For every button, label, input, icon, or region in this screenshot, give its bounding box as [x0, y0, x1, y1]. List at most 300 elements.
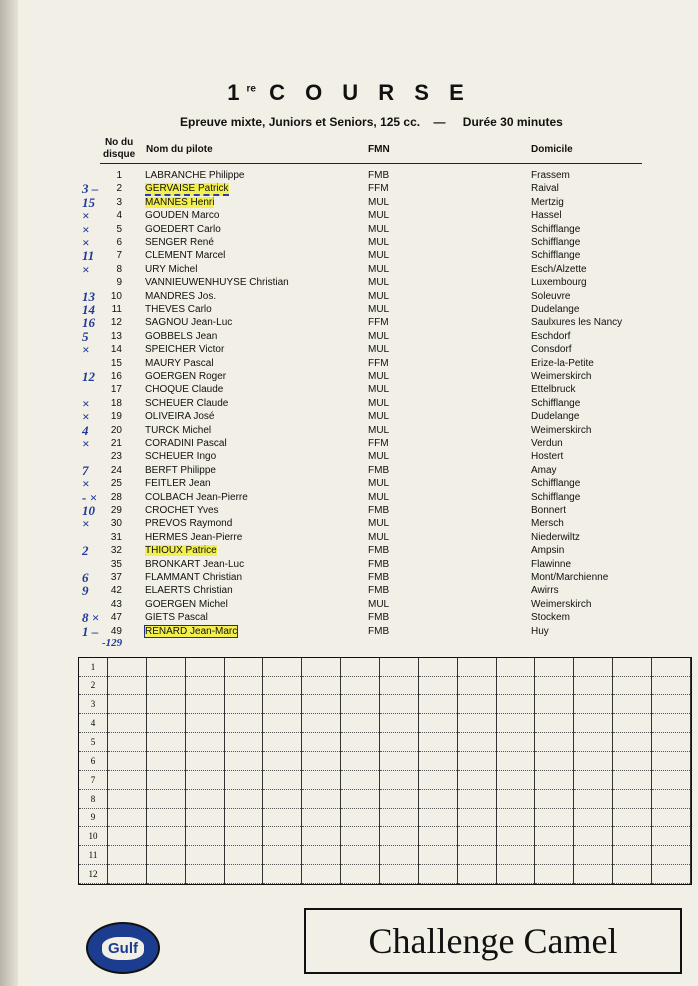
rider-fmn: MUL: [368, 478, 390, 490]
grid-cell: [418, 846, 457, 865]
rider-domicile: Verdun: [531, 438, 563, 449]
grid-cell: [302, 865, 341, 884]
grid-cell: [146, 733, 185, 752]
grid-cell: [185, 695, 224, 714]
rider-name: SCHEUER Ingo: [145, 451, 217, 463]
rider-number: 16: [110, 371, 122, 382]
rider-domicile: Weimerskirch: [531, 424, 592, 436]
rider-fmn: FMB: [368, 625, 390, 637]
rider-row: [0, 462, 698, 478]
rider-row: [0, 237, 698, 250]
rider-fmn: MUL: [368, 518, 390, 530]
rider-fmn: MUL: [368, 598, 390, 610]
grid-cell: [224, 789, 263, 808]
rider-fmn: FFM: [368, 357, 389, 369]
grid-cell: [418, 808, 457, 827]
rider-domicile: Soleuvre: [531, 290, 571, 302]
grid-cell: [535, 789, 574, 808]
grid-cell: [418, 865, 457, 884]
grid-cell: [302, 789, 341, 808]
grid-cell: [146, 827, 185, 846]
grid-cell: [224, 808, 263, 827]
rider-name: URY Michel: [145, 263, 198, 275]
challenge-text: Challenge Camel: [368, 921, 618, 961]
grid-cell: [418, 658, 457, 676]
rider-name: GOERGEN Michel: [145, 598, 228, 610]
grid-row: [79, 865, 691, 884]
grid-cell: [108, 733, 147, 752]
rider-name: COLBACH Jean-Pierre: [145, 491, 248, 503]
grid-cell: [574, 770, 613, 789]
grid-cell: [108, 676, 147, 695]
grid-cell: [108, 770, 147, 789]
handwritten-mark: ×: [82, 221, 90, 237]
rider-row: [0, 384, 698, 397]
rider-domicile: Eschdorf: [531, 330, 571, 342]
rider-fmn: MUL: [368, 210, 390, 222]
rider-fmn: MUL: [368, 411, 390, 423]
rider-domicile: Hassel: [531, 210, 562, 222]
grid-cell: [108, 751, 147, 770]
grid-cell: [574, 733, 613, 752]
grid-cell: [185, 658, 224, 676]
grid-cell: [535, 751, 574, 770]
rider-domicile: Dudelange: [531, 411, 580, 423]
rider-number: 10: [110, 290, 122, 302]
rider-name: CHOQUE Claude: [145, 384, 224, 396]
grid-cell: [302, 733, 341, 752]
grid-row: [79, 658, 691, 676]
rider-fmn: MUL: [368, 531, 390, 543]
rider-row: [0, 170, 698, 183]
grid-cell: [108, 658, 147, 676]
rider-name: CORADINI Pascal: [145, 438, 227, 449]
rider-row: [0, 478, 698, 491]
header-name: Nom du pilote: [146, 144, 213, 155]
rider-name: RENARD Jean-Marc: [145, 625, 238, 637]
grid-cell: [457, 770, 496, 789]
grid-cell: [224, 695, 263, 714]
rider-name: GOEDERT Carlo: [145, 223, 221, 235]
grid-cell: [185, 770, 224, 789]
rider-name: OLIVEIRA José: [145, 411, 215, 423]
rider-name: SCHEUER Claude: [145, 397, 229, 409]
rider-name: TURCK Michel: [145, 424, 212, 436]
rider-domicile: Esch/Alzette: [531, 263, 587, 275]
grid-cell: [613, 676, 652, 695]
rider-domicile: Amay: [531, 464, 557, 476]
grid-cell: [613, 827, 652, 846]
rider-number: 15: [110, 357, 122, 369]
grid-cell: [574, 714, 613, 733]
rider-fmn: MUL: [368, 491, 390, 503]
handwritten-mark: 7: [82, 462, 89, 478]
rider-number: 23: [110, 451, 122, 463]
grid-cell: [457, 714, 496, 733]
grid-cell: [574, 751, 613, 770]
rider-name: FEITLER Jean: [145, 478, 211, 490]
rider-name: GOUDEN Marco: [145, 210, 220, 222]
grid-cell: [418, 770, 457, 789]
rider-name: SAGNOU Jean-Luc: [145, 317, 233, 329]
grid-cell: [302, 808, 341, 827]
header-number-line2: disque: [103, 149, 136, 160]
grid-row-number: 4: [79, 714, 108, 733]
grid-cell: [146, 789, 185, 808]
rider-fmn: FMB: [368, 464, 390, 476]
grid-cell: [496, 695, 535, 714]
grid-cell: [341, 714, 380, 733]
rider-number: 14: [110, 344, 122, 356]
rider-row: [0, 261, 698, 277]
rider-name: VANNIEUWENHUYSE Christian: [145, 277, 289, 289]
rider-number: 47: [110, 612, 122, 624]
grid-cell: [613, 658, 652, 676]
grid-row-number: 10: [79, 827, 108, 846]
rider-row: [0, 612, 698, 625]
grid-cell: [457, 789, 496, 808]
event-subtitle: [180, 115, 563, 129]
rider-domicile: Schifflange: [531, 491, 581, 503]
rider-name: GIETS Pascal: [145, 612, 208, 624]
rider-name: ELAERTS Christian: [145, 585, 233, 597]
grid-cell: [652, 865, 691, 884]
grid-cell: [496, 676, 535, 695]
grid-row: [79, 676, 691, 695]
rider-name: FLAMMANT Christian: [145, 572, 243, 583]
grid-cell: [302, 846, 341, 865]
grid-cell: [535, 714, 574, 733]
grid-cell: [146, 865, 185, 884]
grid-cell: [263, 770, 302, 789]
rider-fmn: MUL: [368, 277, 390, 289]
rider-number: 32: [110, 545, 122, 557]
grid-cell: [185, 676, 224, 695]
rider-domicile: Luxembourg: [531, 277, 587, 289]
grid-cell: [535, 770, 574, 789]
grid-cell: [108, 714, 147, 733]
grid-cell: [496, 751, 535, 770]
rider-row: [0, 545, 698, 558]
rider-domicile: Mertzig: [531, 196, 564, 208]
rider-domicile: Niederwiltz: [531, 531, 580, 543]
grid-cell: [535, 827, 574, 846]
handwritten-mark: ×: [82, 395, 90, 411]
rider-number: 43: [110, 598, 122, 610]
grid-cell: [263, 789, 302, 808]
rider-fmn: MUL: [368, 344, 390, 356]
rider-number: 3: [116, 196, 122, 208]
rider-domicile: Huy: [531, 625, 549, 637]
rider-domicile: Schifflange: [531, 478, 581, 490]
grid-cell: [457, 827, 496, 846]
grid-cell: [263, 751, 302, 770]
grid-row-number: 12: [79, 865, 108, 884]
rider-number: 11: [111, 304, 122, 315]
rider-number: 30: [110, 518, 122, 530]
rider-fmn: FMB: [368, 170, 390, 181]
rider-fmn: FFM: [368, 438, 389, 449]
rider-fmn: FMB: [368, 612, 390, 624]
grid-cell: [496, 827, 535, 846]
grid-cell: [302, 770, 341, 789]
subtitle-dash: —: [433, 115, 446, 129]
grid-cell: [302, 751, 341, 770]
grid-cell: [185, 808, 224, 827]
handwritten-mark: 11: [82, 248, 95, 264]
rider-fmn: MUL: [368, 237, 390, 248]
rider-row: [0, 438, 698, 451]
grid-cell: [535, 865, 574, 884]
grid-cell: [380, 751, 419, 770]
grid-cell: [613, 714, 652, 733]
grid-row-number: 1: [79, 658, 108, 676]
grid-cell: [108, 695, 147, 714]
rider-domicile: Mersch: [531, 518, 564, 530]
grid-cell: [574, 865, 613, 884]
grid-cell: [574, 676, 613, 695]
rider-row: [0, 210, 698, 223]
grid-cell: [574, 695, 613, 714]
rider-number: 2: [116, 183, 122, 195]
rider-name: PREVOS Raymond: [145, 518, 233, 530]
grid-cell: [263, 808, 302, 827]
grid-cell: [341, 676, 380, 695]
grid-cell: [263, 865, 302, 884]
handwritten-mark: 12: [82, 369, 95, 384]
handwritten-mark: ×: [82, 516, 90, 532]
grid-row: [79, 751, 691, 770]
rider-number: 19: [110, 411, 122, 423]
grid-cell: [108, 865, 147, 884]
header-domicile: Domicile: [531, 144, 573, 155]
grid-cell: [457, 658, 496, 676]
rider-domicile: Schifflange: [531, 397, 581, 409]
grid-cell: [652, 770, 691, 789]
rider-number: 9: [116, 277, 122, 289]
rider-row: [0, 344, 698, 357]
rider-domicile: Weimerskirch: [531, 598, 592, 610]
grid-cell: [496, 658, 535, 676]
rider-fmn: MUL: [368, 290, 390, 302]
handwritten-mark: 1 –: [82, 623, 99, 639]
rider-row: [0, 183, 698, 196]
rider-row: [0, 221, 698, 237]
grid-cell: [613, 789, 652, 808]
grid-cell: [652, 846, 691, 865]
rider-row: [0, 371, 698, 384]
rider-number: 13: [110, 330, 122, 342]
handwritten-mark: 10: [82, 503, 95, 518]
handwritten-mark: ×: [82, 342, 90, 358]
rider-number: 8: [116, 263, 122, 275]
rider-fmn: MUL: [368, 330, 390, 342]
grid-row: [79, 770, 691, 789]
grid-cell: [380, 846, 419, 865]
rider-name: MANNES Henri: [145, 196, 215, 208]
grid-cell: [224, 658, 263, 676]
header-divider: [100, 163, 642, 164]
rider-fmn: FMB: [368, 545, 390, 557]
grid-cell: [341, 770, 380, 789]
rider-domicile: Mont/Marchienne: [531, 572, 609, 583]
grid-cell: [613, 865, 652, 884]
grid-row-number: 6: [79, 751, 108, 770]
rider-fmn: FMB: [368, 558, 390, 570]
gulf-logo: [86, 922, 160, 974]
grid-cell: [652, 808, 691, 827]
grid-cell: [263, 658, 302, 676]
rider-number: 49: [110, 625, 122, 637]
rider-domicile: Awirrs: [531, 585, 559, 597]
rider-name: GOERGEN Roger: [145, 371, 227, 382]
grid-cell: [535, 733, 574, 752]
grid-cell: [380, 770, 419, 789]
grid-cell: [380, 658, 419, 676]
gulf-logo-text: Gulf: [102, 937, 144, 960]
grid-cell: [341, 658, 380, 676]
grid-cell: [185, 827, 224, 846]
grid-cell: [535, 676, 574, 695]
rider-name: MANDRES Jos.: [145, 290, 217, 302]
rider-name: SENGER René: [145, 237, 214, 248]
rider-domicile: Ampsin: [531, 545, 565, 557]
grid-cell: [185, 714, 224, 733]
handwritten-mark: 8 ×: [82, 610, 100, 626]
rider-number: 1: [116, 170, 122, 181]
rider-row: [0, 505, 698, 518]
grid-cell: [457, 733, 496, 752]
grid-cell: [652, 695, 691, 714]
rider-domicile: Stockem: [531, 612, 570, 624]
challenge-box: [304, 908, 682, 974]
rider-number: 31: [110, 531, 122, 543]
grid-cell: [146, 770, 185, 789]
handwritten-mark: ×: [82, 235, 90, 250]
rider-row: [0, 328, 698, 344]
rider-number: 28: [110, 491, 122, 503]
grid-row-number: 7: [79, 770, 108, 789]
rider-number: 7: [116, 250, 122, 262]
grid-row: [79, 733, 691, 752]
grid-cell: [652, 827, 691, 846]
grid-cell: [263, 695, 302, 714]
rider-name: THIOUX Patrice: [145, 545, 217, 557]
grid-cell: [146, 846, 185, 865]
rider-row: [0, 288, 698, 304]
rider-number: 25: [110, 478, 122, 490]
rider-number: 35: [110, 558, 122, 570]
grid-cell: [185, 846, 224, 865]
title-number: 1: [227, 80, 247, 105]
rider-row: [0, 599, 698, 612]
title-text: C O U R S E: [269, 80, 471, 105]
grid-cell: [613, 846, 652, 865]
grid-cell: [613, 808, 652, 827]
rider-name: CLEMENT Marcel: [145, 250, 226, 262]
grid-cell: [380, 865, 419, 884]
grid-cell: [574, 846, 613, 865]
grid-cell: [535, 846, 574, 865]
grid-row-number: 3: [79, 695, 108, 714]
grid-cell: [341, 733, 380, 752]
handwritten-mark: 15: [82, 194, 95, 210]
rider-row: [0, 411, 698, 424]
grid-cell: [652, 733, 691, 752]
rider-fmn: FMB: [368, 585, 390, 597]
grid-cell: [496, 865, 535, 884]
grid-cell: [341, 695, 380, 714]
grid-cell: [457, 751, 496, 770]
rider-domicile: Schifflange: [531, 237, 581, 248]
grid-cell: [535, 658, 574, 676]
grid-cell: [302, 827, 341, 846]
grid-row: [79, 695, 691, 714]
grid-cell: [341, 827, 380, 846]
handwritten-mark: ×: [82, 436, 90, 451]
grid-cell: [380, 789, 419, 808]
grid-cell: [341, 789, 380, 808]
grid-cell: [380, 827, 419, 846]
grid-cell: [574, 808, 613, 827]
handwritten-note: -129: [102, 637, 123, 649]
rider-fmn: FFM: [368, 183, 389, 195]
rider-fmn: MUL: [368, 196, 390, 208]
grid-cell: [302, 714, 341, 733]
rider-fmn: MUL: [368, 424, 390, 436]
grid-cell: [224, 865, 263, 884]
handwritten-mark: ×: [82, 476, 90, 492]
grid-cell: [457, 846, 496, 865]
rider-row: [0, 317, 698, 330]
rider-number: 12: [110, 317, 122, 329]
grid-cell: [496, 733, 535, 752]
rider-name: BRONKART Jean-Luc: [145, 558, 245, 570]
rider-row: [0, 304, 698, 317]
grid-cell: [302, 695, 341, 714]
rider-number: 18: [110, 397, 122, 409]
grid-cell: [108, 808, 147, 827]
grid-cell: [263, 846, 302, 865]
header-number-line1: No du: [104, 137, 134, 148]
rider-row: [0, 250, 698, 263]
rider-name: GERVAISE Patrick: [145, 183, 229, 195]
grid-cell: [457, 808, 496, 827]
handwritten-mark: 2: [82, 543, 89, 559]
rider-domicile: Erize-la-Petite: [531, 357, 594, 369]
grid-cell: [146, 751, 185, 770]
grid-row-number: 2: [79, 676, 108, 695]
grid-row-number: 9: [79, 808, 108, 827]
grid-cell: [535, 695, 574, 714]
grid-row: [79, 808, 691, 827]
rider-row: [0, 585, 698, 598]
grid-cell: [652, 658, 691, 676]
rider-row: [0, 518, 698, 531]
grid-cell: [457, 865, 496, 884]
grid-cell: [224, 770, 263, 789]
header-number: [103, 137, 135, 161]
grid-cell: [418, 714, 457, 733]
rider-fmn: MUL: [368, 371, 390, 382]
rider-domicile: Flawinne: [531, 558, 572, 570]
handwritten-mark: 4: [82, 422, 89, 438]
grid-cell: [613, 751, 652, 770]
handwritten-mark: ×: [82, 409, 90, 425]
grid-cell: [418, 695, 457, 714]
grid-cell: [224, 676, 263, 695]
rider-row: [0, 358, 698, 371]
